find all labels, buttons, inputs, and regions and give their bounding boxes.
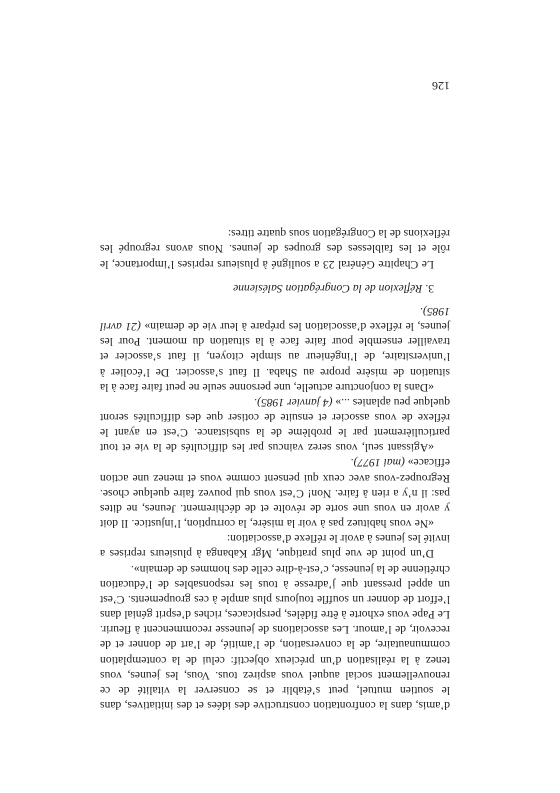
- quote-date: (4 janvier 1985): [257, 395, 333, 409]
- section-heading: [100, 281, 450, 296]
- paragraph: Le Chapitre Général 23 a souligné à plusieurs reprises l’importance, le rôle et les faiblesses des groupes de jeunes. Nous avons regroupé les réflexions de la Congrégation sous quatre titres:: [100, 227, 450, 271]
- paragraph: D’un point de vue plus pratique, Mgr Kabanga à plusieurs reprises a invité les jeunes à avoir le réflexe d’association:: [100, 532, 450, 561]
- quote-text: «Dans la conjoncture actuelle, une personne seule ne peut faire face à la situation de misère propre au Shaba. Il faut s’associer. De l’écolier à l’universitaire, de l’ingénieur au simple citoyen, il faut s’associer et travailler ensemble pour faire face à la situation du moment. Pour les jeunes, le réflexe d’association les prépare à leur vie de demain»: [100, 320, 450, 394]
- page-number: 126: [432, 79, 450, 93]
- quote-paragraph: [100, 304, 450, 395]
- quote-paragraph: [100, 455, 450, 531]
- section-number: 3.: [425, 281, 434, 295]
- quote-text: «Agissant seul, vous serez vaincus par les difficultés de la vie et tout particulièrement par le problème de la subsistance. C’est en ayant le réflexe de vous associer et ensuite de cotiser que des difficultés seront quelque peu aplanies ...»: [100, 395, 450, 455]
- section-title: Réflexion de la Congrégation Salésienne: [233, 281, 423, 295]
- paragraph: d’amis, dans la confrontation constructive des idées et des initiatives, dans le soutien mutuel, peut s’établir et se conserver la vitalité de ce renouvellement social auquel vous aspirez tous. Vous, les jeunes, vous tenez à la réalisation d’un précieux objectif: celui de la contemplation communautaire, de la conversation, de l’amitié, de l’art de donner et de recevoir, de l’amour. Les associations de jeunesse recommencent à fleurir. Le Pape vous exhorte à être fidèles, perspicaces, riches d’esprit génial dans l’effort de donner un souffle toujours plus ample à ces groupements. C’est un appel pressant que j’adresse à tous les responsables de l’éducation chrétienne de la jeunesse, c’est-à-dire celle des hommes de demain».: [100, 562, 450, 712]
- punctuation: .: [420, 304, 423, 318]
- quote-date: (mai 1977): [353, 456, 405, 470]
- punctuation: .: [254, 395, 258, 409]
- punctuation: .: [350, 456, 354, 470]
- quote-date: (21 avril 1985): [100, 304, 450, 334]
- quote-text: «Ne vous habituez pas à voir la misère, la corruption, l’injustice. Il doit y avoir en vous une sorte de révolte et de déchirement. Jeunes, ne dites pas: il n’y a rien à faire. Non! C’est vous qui pouvez faire quelque chose. Regroupez-vous avec ceux qui pensent comme vous et menez une action efficace»: [100, 456, 450, 531]
- quote-paragraph: [100, 395, 450, 456]
- body-text: [100, 226, 450, 713]
